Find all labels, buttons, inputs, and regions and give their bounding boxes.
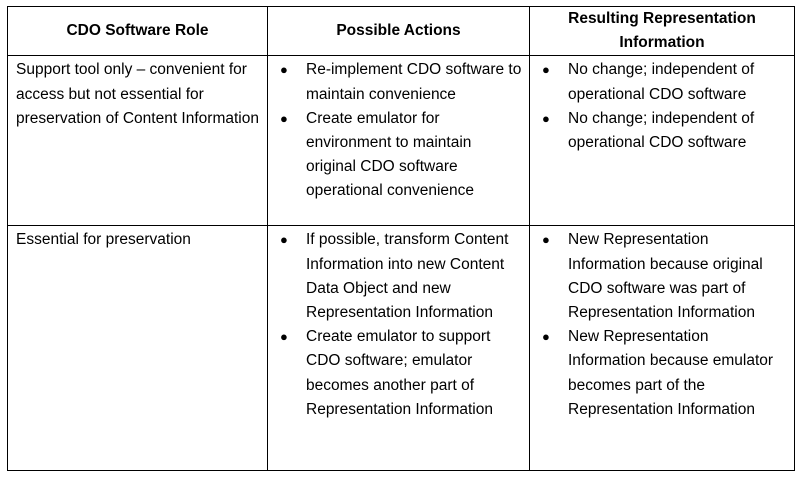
header-row — [8, 7, 795, 56]
bullet-icon: ● — [280, 232, 288, 248]
list-item — [538, 325, 788, 422]
action-text: Create emulator to support CDO software; emulator becomes another part of Representation Information — [306, 328, 493, 418]
bullet-icon: ● — [542, 62, 550, 78]
list-item — [538, 228, 788, 325]
cdo-software-role-table — [7, 6, 795, 471]
bullet-icon: ● — [542, 232, 550, 248]
results-cell — [530, 56, 795, 226]
list-item — [276, 325, 523, 422]
list-item — [276, 58, 523, 106]
header-resulting-representation-information: Resulting Representation Information — [530, 7, 795, 56]
actions-cell — [268, 56, 530, 226]
table-row — [8, 226, 795, 471]
header-possible-actions: Possible Actions — [268, 7, 530, 56]
list-item — [276, 228, 523, 325]
role-cell — [8, 226, 268, 471]
result-text: No change; independent of operational CDO software — [568, 109, 755, 152]
table-row — [8, 56, 795, 226]
list-item — [538, 107, 788, 155]
result-text: New Representation Information because original CDO software was part of Representation Information — [568, 231, 763, 322]
bullet-icon: ● — [542, 329, 550, 345]
results-list — [538, 228, 788, 422]
actions-list — [276, 58, 523, 203]
results-list — [538, 58, 788, 155]
result-text: No change; independent of operational CDO software — [568, 61, 755, 103]
action-text: If possible, transform Content Information into new Content Data Object and new Representation Information — [306, 231, 509, 322]
list-item — [538, 58, 788, 106]
results-cell — [530, 226, 795, 471]
actions-list — [276, 228, 523, 422]
cdo-software-role-table-container — [7, 6, 794, 471]
bullet-icon: ● — [542, 110, 550, 126]
bullet-icon: ● — [280, 62, 288, 78]
bullet-icon: ● — [280, 329, 288, 345]
role-text: Support tool only – convenient for access but not essential for preservation of Content Information — [16, 61, 259, 127]
header-cdo-software-role: CDO Software Role — [8, 7, 268, 56]
action-text: Re-implement CDO software to maintain convenience — [306, 61, 522, 103]
list-item — [276, 107, 523, 204]
role-cell — [8, 56, 268, 226]
action-text: Create emulator for environment to maintain original CDO software operational convenience — [306, 109, 475, 200]
role-text: Essential for preservation — [16, 231, 191, 249]
actions-cell — [268, 226, 530, 471]
result-text: New Representation Information because emulator becomes part of the Representation Information — [568, 328, 774, 418]
bullet-icon: ● — [280, 110, 288, 126]
